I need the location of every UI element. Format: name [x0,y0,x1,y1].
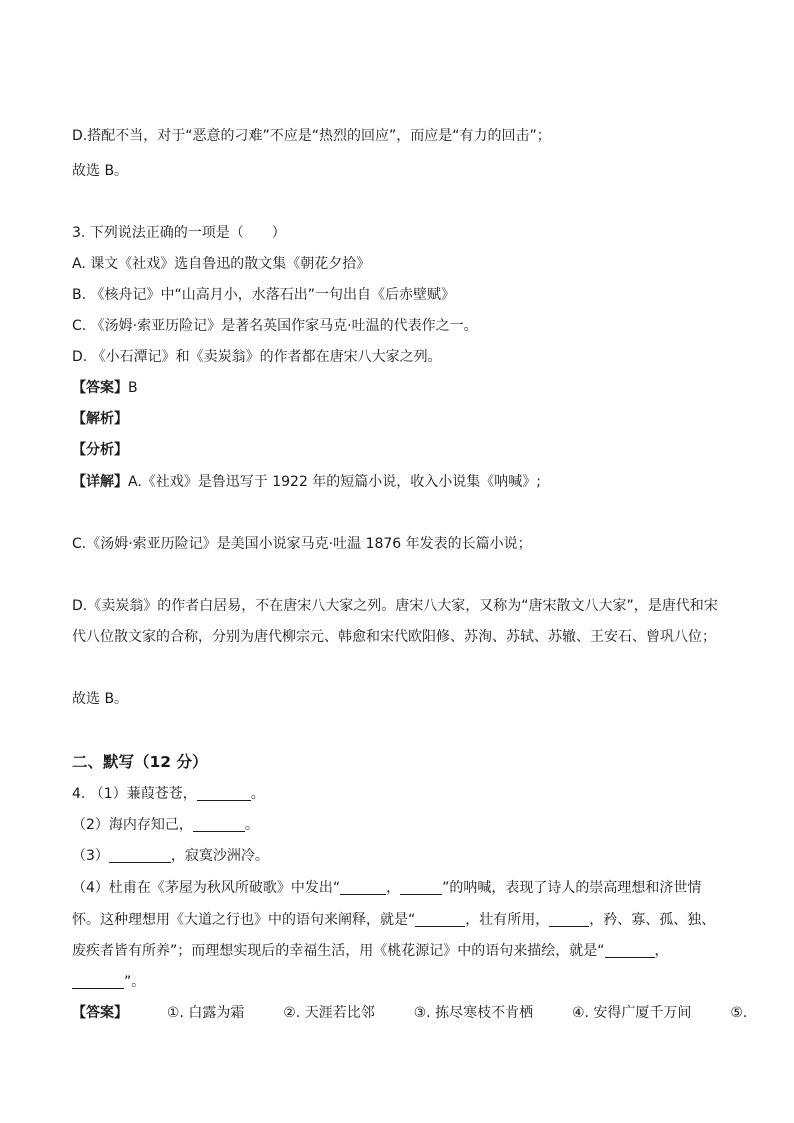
q4-part4-text: ， [654,943,669,959]
answer-label: 【答案】 [72,1005,128,1021]
q4-part1-end: 。 [250,786,265,802]
fill-blank [72,974,124,989]
answer-label: 【答案】 [72,380,128,396]
q3-detail-d-line1: D.《卖炭翁》的作者白居易，不在唐宋八大家之列。唐宋八大家，又称为“唐宋散文八大家”，是唐代和宋 [72,598,718,614]
answer-item: ②. 天涯若比邻 [283,1005,375,1021]
q4-part3 [72,846,722,866]
q4-part4-text: ，矜、寡、孤、独、 [589,912,716,928]
q3-answer [72,378,722,398]
q4-part2 [72,815,722,835]
q2-option-d-explanation: D.搭配不当，对于“恶意的刁难”不应是“热烈的回应”，而应是“有力的回击”； [72,128,551,144]
fill-blank [605,943,655,958]
q4-part1-prompt: 4. （1）蒹葭苍苍， [72,786,197,802]
q4-answer [72,1003,748,1023]
answer-item: ③. 拣尽寒枝不肯栖 [413,1005,534,1021]
q3-option-d: D. 《小石潭记》和《卖炭翁》的作者都在唐宋八大家之列。 [72,349,442,365]
q3-detail-c: C.《汤姆·索亚历险记》是美国小说家马克·吐温 1876 年发表的长篇小说； [72,536,532,552]
answer-item: ④. 安得广厦千万间 [571,1005,692,1021]
q4-part3-prompt: （3） [72,848,109,864]
q3-option-b: B. 《核舟记》中“山高月小，水落石出”一句出自《后赤壁赋》 [72,287,456,303]
q4-part4-line3 [72,941,722,961]
q3-fenxi-label: 【分析】 [72,442,128,458]
fill-blank [549,912,589,927]
q4-part2-end: 。 [244,817,259,833]
fill-blank [415,912,465,927]
q3-option-a: A. 课文《社戏》选自鲁迅的散文集《朝花夕拾》 [72,256,371,272]
q4-part4-text: 废疾者皆有所养”；而理想实现后的幸福生活，用《桃花源记》中的语句来描绘，就是“ [72,943,605,959]
q4-part4-text: ， [386,880,401,896]
q3-conclusion: 故选 B。 [72,691,129,707]
q4-part4-line4 [72,972,722,992]
detail-label: 【详解】 [72,474,128,490]
q4-part4-line1 [72,878,722,898]
q4-part3-end: ，寂寞沙洲冷。 [170,848,269,864]
fill-blank [109,848,171,863]
q4-part2-prompt: （2）海内存知己， [72,817,193,833]
fill-blank [400,880,442,895]
q4-part4-text: ”的呐喊，表现了诗人的崇高理想和济世情 [442,880,702,896]
q4-part4-line2 [72,910,722,930]
q3-stem: 3. 下列说法正确的一项是（ ） [72,225,286,241]
q3-detail-d-line2: 代八位散文家的合称，分别为唐代柳宗元、韩愈和宋代欧阳修、苏洵、苏轼、苏辙、王安石、曾巩八位； [72,629,716,645]
detail-a-text: A.《社戏》是鲁迅写于 1922 年的短篇小说，收入小说集《呐喊》; [128,474,542,490]
q4-part1 [72,784,722,804]
q4-part4-text: ，壮有所用， [465,912,550,928]
answer-item: ⑤. [730,1005,748,1021]
q3-detail-a [72,472,722,492]
fill-blank [193,817,245,832]
answer-item: ①. 白露为霜 [166,1005,245,1021]
q4-part4-text: ”。 [124,974,146,990]
q2-conclusion: 故选 B。 [72,163,129,179]
answer-value: B [128,380,138,396]
q4-part4-text: 怀。这种理想用《大道之行也》中的语句来阐释，就是“ [72,912,416,928]
q3-analysis-label: 【解析】 [72,411,128,427]
section-heading: 二、默写（12 分） [72,753,208,771]
q3-option-c: C. 《汤姆·索亚历险记》是著名英国作家马克·吐温的代表作之一。 [72,318,478,334]
fill-blank [340,880,386,895]
fill-blank [197,786,251,801]
q4-part4-text: （4）杜甫在《茅屋为秋风所破歌》中发出“ [72,880,341,896]
